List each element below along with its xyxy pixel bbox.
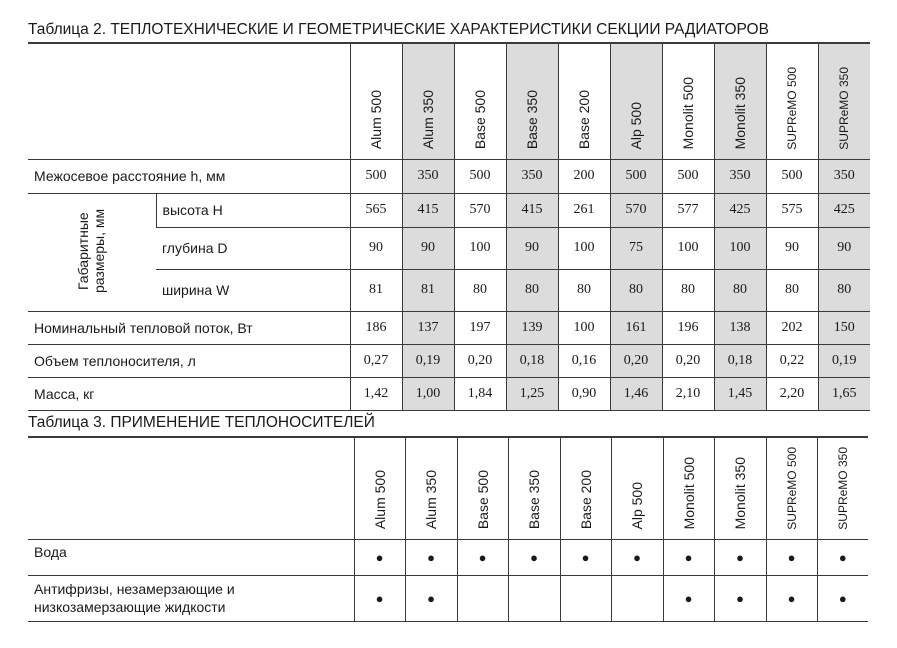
row-label: Межосевое расстояние h, мм: [28, 159, 350, 193]
cell: 196: [662, 311, 714, 344]
dot-cell: [560, 575, 611, 621]
cell: 90: [350, 227, 402, 269]
table2: [28, 42, 870, 411]
cell: 500: [350, 159, 402, 193]
row-label: Объем теплоносителя, л: [28, 344, 350, 377]
cell: 80: [714, 269, 766, 311]
table3-col-header: Base 200: [560, 437, 611, 539]
table2-col-header: Monolit 500: [662, 43, 714, 159]
dot-cell: ●: [766, 575, 817, 621]
cell: 0,22: [766, 344, 818, 377]
cell: 80: [766, 269, 818, 311]
cell: 0,16: [558, 344, 610, 377]
row-label: Масса, кг: [28, 377, 350, 410]
cell: 261: [558, 193, 610, 227]
dot-cell: ●: [766, 539, 817, 575]
table3-col-header: SUPReMO 500: [766, 437, 817, 539]
cell: 81: [350, 269, 402, 311]
cell: 565: [350, 193, 402, 227]
table2-col-header: SUPReMO 350: [818, 43, 870, 159]
cell: 1,46: [610, 377, 662, 410]
dot-cell: ●: [457, 539, 508, 575]
cell: 415: [402, 193, 454, 227]
cell: 0,18: [506, 344, 558, 377]
cell: 90: [402, 227, 454, 269]
cell: 2,20: [766, 377, 818, 410]
cell: 500: [610, 159, 662, 193]
dot-cell: [457, 575, 508, 621]
table2-col-header: SUPReMO 500: [766, 43, 818, 159]
dot-cell: ●: [354, 575, 405, 621]
table-row: [28, 575, 868, 621]
table3-col-header: Base 500: [457, 437, 508, 539]
cell: 1,42: [350, 377, 402, 410]
cell: 137: [402, 311, 454, 344]
cell: 202: [766, 311, 818, 344]
table2-header-row: [28, 43, 870, 159]
cell: 100: [558, 311, 610, 344]
cell: 500: [766, 159, 818, 193]
table3-col-header: Monolit 350: [714, 437, 766, 539]
cell: 1,65: [818, 377, 870, 410]
table3-col-header: Alum 350: [405, 437, 457, 539]
table-row: [28, 159, 870, 193]
cell: 0,27: [350, 344, 402, 377]
table2-corner-cell: [28, 43, 350, 159]
cell: 186: [350, 311, 402, 344]
dot-cell: ●: [714, 539, 766, 575]
table-row: [28, 193, 870, 227]
cell: 2,10: [662, 377, 714, 410]
cell: 75: [610, 227, 662, 269]
table3-col-header: Alp 500: [611, 437, 663, 539]
table2-col-header: Base 500: [454, 43, 506, 159]
cell: 1,84: [454, 377, 506, 410]
cell: 80: [506, 269, 558, 311]
cell: 1,45: [714, 377, 766, 410]
cell: 200: [558, 159, 610, 193]
cell: 0,18: [714, 344, 766, 377]
table-row: [28, 539, 868, 575]
dot-cell: ●: [611, 539, 663, 575]
cell: 500: [662, 159, 714, 193]
dims-group-label: Габаритные размеры, мм: [28, 193, 156, 311]
dot-cell: [611, 575, 663, 621]
table3-col-header: SUPReMO 350: [817, 437, 868, 539]
dot-cell: [508, 575, 560, 621]
cell: 80: [662, 269, 714, 311]
table3-col-header: Alum 500: [354, 437, 405, 539]
cell: 100: [714, 227, 766, 269]
dot-cell: ●: [508, 539, 560, 575]
cell: 570: [454, 193, 506, 227]
table2-col-header: Base 350: [506, 43, 558, 159]
cell: 90: [766, 227, 818, 269]
row-label: Вода: [28, 539, 354, 575]
table2-col-header: Alum 350: [402, 43, 454, 159]
table3: [28, 436, 868, 622]
table2-col-header: Alp 500: [610, 43, 662, 159]
cell: 0,90: [558, 377, 610, 410]
cell: 0,20: [662, 344, 714, 377]
cell: 150: [818, 311, 870, 344]
row-label: высота H: [156, 193, 350, 227]
dot-cell: ●: [817, 539, 868, 575]
dot-cell: ●: [560, 539, 611, 575]
cell: 575: [766, 193, 818, 227]
cell: 415: [506, 193, 558, 227]
cell: 0,20: [454, 344, 506, 377]
table3-title: Таблица 3. ПРИМЕНЕНИЕ ТЕПЛОНОСИТЕЛЕЙ: [28, 414, 375, 431]
cell: 80: [610, 269, 662, 311]
table-row: [28, 377, 870, 410]
cell: 80: [558, 269, 610, 311]
dot-cell: ●: [663, 575, 714, 621]
cell: 139: [506, 311, 558, 344]
cell: 100: [454, 227, 506, 269]
cell: 1,00: [402, 377, 454, 410]
cell: 100: [558, 227, 610, 269]
table2-col-header: Alum 500: [350, 43, 402, 159]
cell: 350: [818, 159, 870, 193]
cell: 80: [454, 269, 506, 311]
cell: 577: [662, 193, 714, 227]
table2-col-header: Monolit 350: [714, 43, 766, 159]
dot-cell: ●: [405, 539, 457, 575]
cell: 81: [402, 269, 454, 311]
cell: 161: [610, 311, 662, 344]
cell: 1,25: [506, 377, 558, 410]
dot-cell: ●: [663, 539, 714, 575]
cell: 570: [610, 193, 662, 227]
cell: 350: [402, 159, 454, 193]
row-label: ширина W: [156, 269, 350, 311]
cell: 350: [714, 159, 766, 193]
row-label: [28, 575, 354, 621]
table-row: [28, 344, 870, 377]
cell: 0,20: [610, 344, 662, 377]
cell: 90: [506, 227, 558, 269]
cell: 350: [506, 159, 558, 193]
table3-corner-cell: [28, 437, 354, 539]
cell: 500: [454, 159, 506, 193]
table3-col-header: Base 350: [508, 437, 560, 539]
cell: 100: [662, 227, 714, 269]
table3-header-row: [28, 437, 868, 539]
dot-cell: ●: [354, 539, 405, 575]
table2-title: Таблица 2. ТЕПЛОТЕХНИЧЕСКИЕ И ГЕОМЕТРИЧЕСКИЕ ХАРАКТЕРИСТИКИ СЕКЦИИ РАДИАТОРОВ: [28, 21, 769, 38]
row-label: глубина D: [156, 227, 350, 269]
row-label-line: низкозамерзающие жидкости: [34, 599, 226, 615]
cell: 138: [714, 311, 766, 344]
cell: 90: [818, 227, 870, 269]
table-row: [28, 311, 870, 344]
row-label: Номинальный тепловой поток, Вт: [28, 311, 350, 344]
table3-col-header: Monolit 500: [663, 437, 714, 539]
cell: 80: [818, 269, 870, 311]
row-label-line: Антифризы, незамерзающие и: [34, 581, 235, 597]
cell: 425: [818, 193, 870, 227]
cell: 197: [454, 311, 506, 344]
dot-cell: ●: [405, 575, 457, 621]
cell: 425: [714, 193, 766, 227]
cell: 0,19: [818, 344, 870, 377]
cell: 0,19: [402, 344, 454, 377]
table2-col-header: Base 200: [558, 43, 610, 159]
dot-cell: ●: [714, 575, 766, 621]
dot-cell: ●: [817, 575, 868, 621]
